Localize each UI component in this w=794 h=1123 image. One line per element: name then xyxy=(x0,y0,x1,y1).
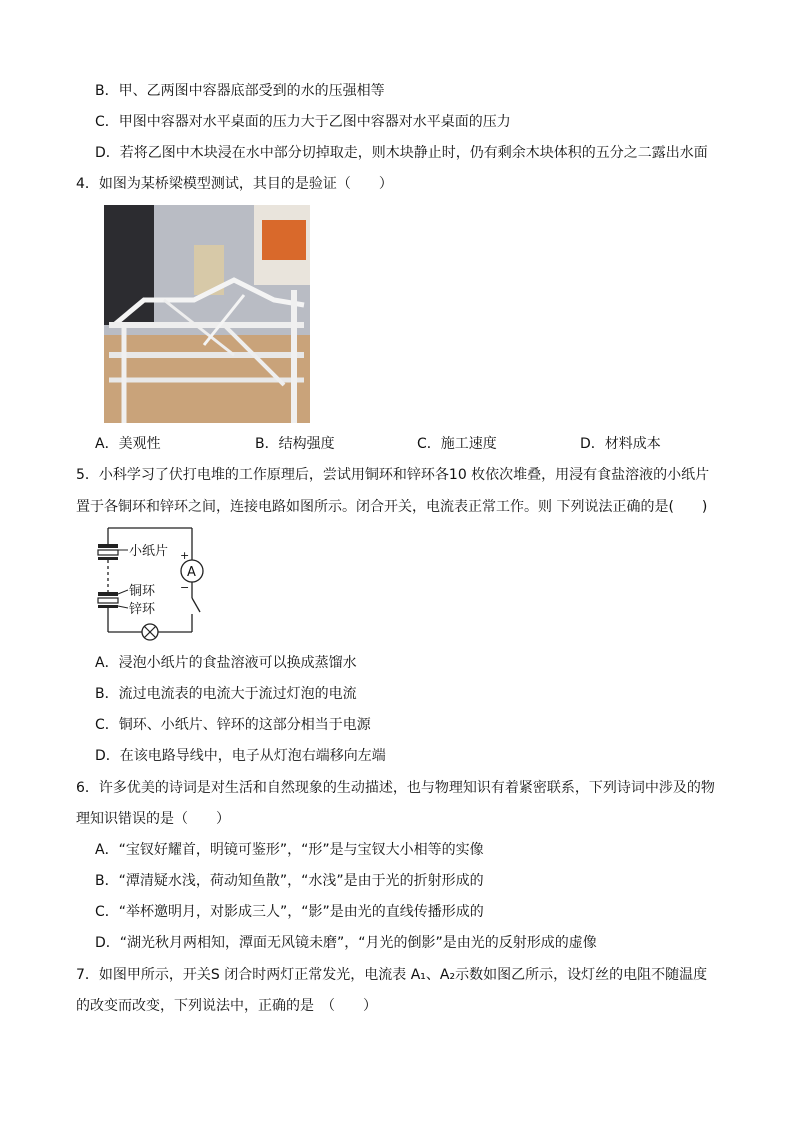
q5-option-a: A．浸泡小纸片的食盐溶液可以换成蒸馏水 xyxy=(95,655,357,671)
voltaic-pile-circuit-diagram xyxy=(94,522,204,642)
q7-stem-line-1: 7．如图甲所示，开关S 闭合时两灯正常发光，电流表 A₁、A₂示数如图乙所示，设灯丝的电阻不随温度 xyxy=(76,967,708,983)
q4-stem: 4．如图为某桥梁模型测试，其目的是验证（ ） xyxy=(76,176,393,192)
ammeter-label: A xyxy=(187,565,196,580)
q6-stem-line-2: 理知识错误的是（ ） xyxy=(76,811,230,827)
label-zinc: 锌环 xyxy=(129,602,156,617)
q6-option-b: B．“潭清疑水浅，荷动知鱼散”，“水浅”是由于光的折射形成的 xyxy=(95,873,484,889)
q6-option-d: D．“湖光秋月两相知，潭面无风镜未磨”，“月光的倒影”是由光的反射形成的虚像 xyxy=(95,935,597,951)
q4-option-a[interactable]: A．美观性 xyxy=(95,436,161,452)
q3-option-b: B．甲、乙两图中容器底部受到的水的压强相等 xyxy=(95,83,385,99)
q6-stem-line-1: 6．许多优美的诗词是对生活和自然现象的生动描述，也与物理知识有着紧密联系，下列诗词中涉及的物 xyxy=(76,780,715,796)
q4-option-b[interactable]: B．结构强度 xyxy=(255,436,335,452)
ammeter-minus: − xyxy=(180,581,190,594)
switch-icon xyxy=(192,598,200,612)
q3-option-d: D．若将乙图中木块浸在水中部分切掉取走，则木块静止时，仍有剩余木块体积的五分之二露出水面 xyxy=(95,145,708,161)
q5-stem-line-2: 置于各铜环和锌环之间，连接电路如图所示。闭合开关，电流表正常工作。则 下列说法正确的是( ) xyxy=(76,499,708,515)
q6-option-a: A．“宝钗好耀首，明镜可鉴形”，“形”是与宝钗大小相等的实像 xyxy=(95,842,484,858)
bridge-model-photo xyxy=(104,205,310,423)
label-copper: 铜环 xyxy=(129,584,156,599)
q4-option-c[interactable]: C．施工速度 xyxy=(417,436,497,452)
q4-option-d[interactable]: D．材料成本 xyxy=(580,436,661,452)
q5-option-c: C．铜环、小纸片、锌环的这部分相当于电源 xyxy=(95,717,371,733)
label-paper: 小纸片 xyxy=(129,544,169,559)
q5-stem-line-1: 5．小科学习了伏打电堆的工作原理后，尝试用铜环和锌环各10 枚依次堆叠，用浸有食盐溶液的小纸片 xyxy=(76,467,710,483)
q7-stem-line-2: 的改变而改变，下列说法中，正确的是 （ ） xyxy=(76,998,377,1014)
q5-option-b: B．流过电流表的电流大于流过灯泡的电流 xyxy=(95,686,357,702)
q4-options xyxy=(95,434,735,454)
ammeter-plus: + xyxy=(180,549,190,562)
q6-option-c: C．“举杯邀明月，对影成三人”，“影”是由光的直线传播形成的 xyxy=(95,904,484,920)
q5-option-d: D．在该电路导线中，电子从灯泡右端移向左端 xyxy=(95,748,386,764)
q3-option-c: C．甲图中容器对水平桌面的压力大于乙图中容器对水平桌面的压力 xyxy=(95,114,511,130)
